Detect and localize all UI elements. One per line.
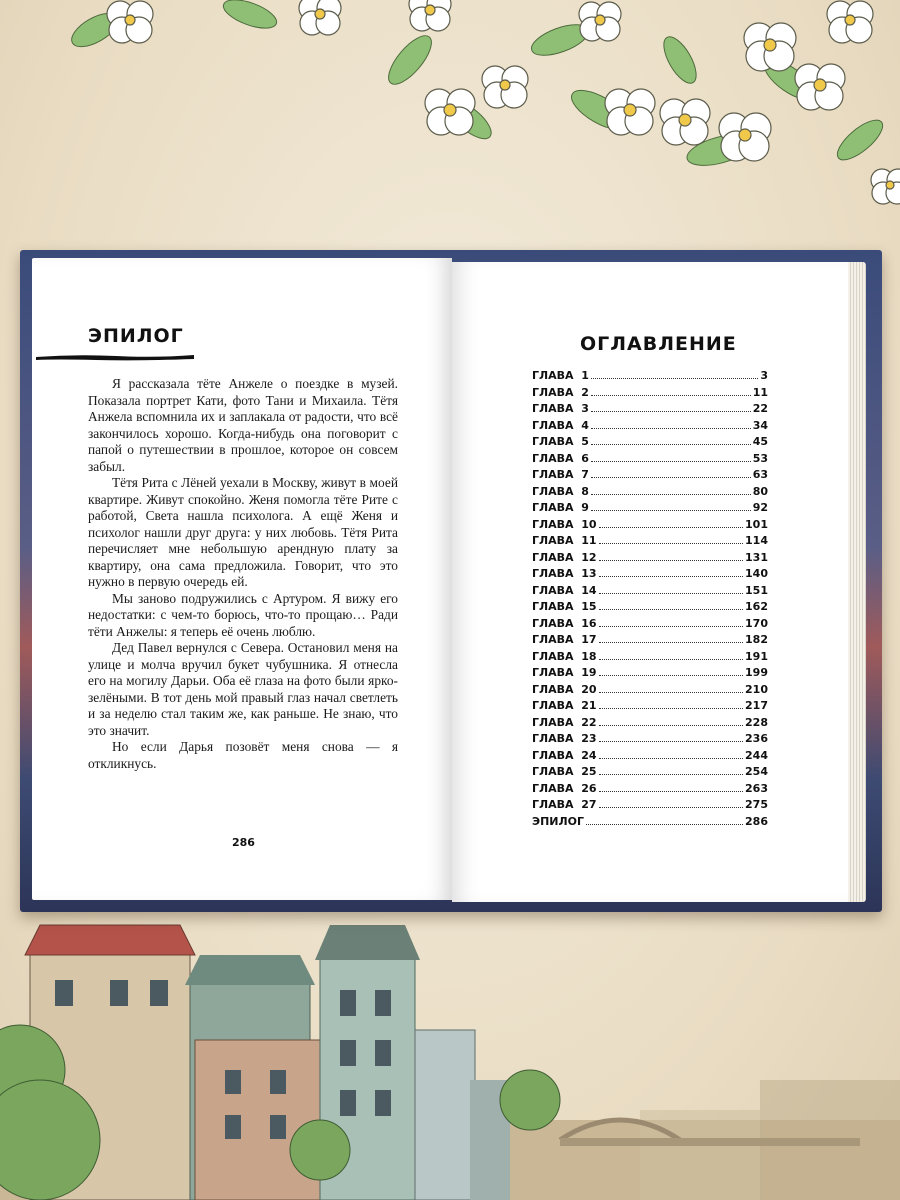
toc-entry-label: ГЛАВА 20 (532, 682, 597, 696)
toc-entry-label: ГЛАВА 12 (532, 550, 597, 564)
toc-entry-page: 63 (752, 468, 768, 481)
toc-entry-label: ГЛАВА 7 (532, 468, 589, 481)
toc-dot-leader (599, 543, 744, 544)
toc-dot-leader (591, 477, 751, 478)
jasmine-flowers-decoration (0, 0, 900, 210)
toc-entry-page: 22 (752, 402, 768, 415)
toc-dot-leader (599, 609, 744, 610)
toc-dot-leader (599, 527, 744, 528)
toc-entry (532, 567, 768, 584)
toc-entry-label: ГЛАВА 14 (532, 583, 597, 597)
toc-entry-page: 199 (745, 666, 768, 679)
toc-entry (532, 518, 768, 535)
toc-entry (532, 798, 768, 815)
toc-entry-page: 217 (745, 699, 768, 712)
toc-entry-page: 140 (745, 567, 768, 580)
toc-entry (532, 617, 768, 634)
toc-entry (532, 815, 768, 832)
toc-dot-leader (599, 708, 744, 709)
toc-dot-leader (599, 758, 744, 759)
toc-dot-leader (599, 626, 744, 627)
toc-entry-label: ГЛАВА 17 (532, 633, 597, 646)
toc-dot-leader (599, 692, 744, 693)
toc-entry-page: 182 (745, 633, 768, 646)
paragraph: Тётя Рита с Лёней уехали в Москву, живут в моей квартире. Живут спокойно. Женя помогла тёте Рите с работой, Света нашла психолога. А ещё Женя и психолог нашли друг друга: у них любовь. Тётя Рита перечисляет мне небольшую арендную плату за квартиру, она сама предложила. Говорит, что это нужно в первую очередь ей. (88, 475, 398, 589)
toc-entry-page: 263 (745, 781, 768, 795)
toc-entry-page: 236 (745, 732, 768, 745)
toc-entry-page: 151 (745, 583, 768, 597)
toc-entry-label: ГЛАВА 3 (532, 402, 589, 415)
toc-entry-page: 191 (745, 649, 768, 663)
toc-dot-leader (599, 774, 744, 775)
toc-entry-label: ГЛАВА 16 (532, 616, 597, 630)
epilog-text (88, 376, 398, 772)
toc-entry (532, 402, 768, 419)
table-of-contents (532, 369, 768, 831)
toc-dot-leader (599, 593, 744, 594)
toc-entry-label: ЭПИЛОГ (532, 814, 584, 828)
toc-entry (532, 534, 768, 551)
toc-entry-page: 170 (745, 616, 768, 630)
toc-entry (532, 501, 768, 518)
toc-entry (532, 468, 768, 485)
toc-entry-page: 53 (752, 451, 768, 465)
toc-entry-label: ГЛАВА 1 (532, 369, 589, 382)
toc-entry (532, 435, 768, 452)
toc-entry (532, 584, 768, 601)
toc-entry-label: ГЛАВА 4 (532, 418, 589, 432)
toc-entry (532, 485, 768, 502)
toc-entry-page: 80 (752, 484, 768, 498)
toc-entry (532, 419, 768, 436)
toc-entry (532, 551, 768, 568)
toc-entry-label: ГЛАВА 22 (532, 715, 597, 729)
toc-entry-page: 114 (745, 534, 768, 547)
toc-dot-leader (591, 494, 751, 495)
toc-entry (532, 765, 768, 782)
toc-dot-leader (591, 395, 751, 396)
toc-entry-page: 162 (745, 600, 768, 613)
paragraph: Но если Дарья позовёт меня снова — я откликнусь. (88, 739, 398, 771)
toc-dot-leader (599, 560, 744, 561)
town-illustration (0, 880, 900, 1200)
toc-entry (532, 699, 768, 716)
toc-entry-page: 3 (760, 369, 768, 382)
toc-entry (532, 732, 768, 749)
toc-entry-page: 92 (752, 501, 768, 514)
paragraph: Я рассказала тёте Анжеле о поездке в музей. Показала портрет Кати, фото Тани и Михаила. Тётя Анжела вспомнила их и заплакала от радости, что всё закончилось хорошо. Когда-нибудь она поговорит с папой о путешествии в прошлое, которое он совсем забыл. (88, 376, 398, 474)
toc-entry (532, 666, 768, 683)
toc-entry-page: 244 (745, 748, 768, 762)
toc-entry-label: ГЛАВА 27 (532, 798, 597, 811)
toc-entry-label: ГЛАВА 6 (532, 451, 589, 465)
epilog-heading: ЭПИЛОГ (88, 325, 184, 347)
toc-entry-label: ГЛАВА 10 (532, 517, 597, 531)
toc-entry-page: 254 (745, 765, 768, 778)
toc-entry (532, 600, 768, 617)
toc-dot-leader (586, 824, 743, 825)
toc-dot-leader (599, 725, 744, 726)
toc-entry (532, 683, 768, 700)
toc-entry-page: 210 (745, 682, 768, 696)
toc-dot-leader (591, 428, 751, 429)
toc-dot-leader (599, 642, 744, 643)
toc-entry (532, 782, 768, 799)
toc-dot-leader (599, 576, 744, 577)
toc-entry-page: 275 (745, 798, 768, 811)
toc-dot-leader (591, 444, 751, 445)
toc-dot-leader (599, 791, 744, 792)
heading-brush-underline (36, 352, 194, 362)
toc-entry-label: ГЛАВА 21 (532, 699, 597, 712)
toc-entry-label: ГЛАВА 8 (532, 484, 589, 498)
toc-heading: ОГЛАВЛЕНИЕ (580, 333, 737, 355)
toc-entry-page: 11 (752, 385, 768, 399)
toc-dot-leader (591, 461, 751, 462)
toc-dot-leader (599, 659, 744, 660)
toc-entry-label: ГЛАВА 9 (532, 501, 589, 514)
toc-dot-leader (591, 411, 751, 412)
toc-dot-leader (599, 741, 744, 742)
toc-entry-label: ГЛАВА 24 (532, 748, 597, 762)
toc-entry-page: 101 (745, 517, 768, 531)
toc-entry-page: 45 (752, 435, 768, 448)
toc-entry-label: ГЛАВА 26 (532, 781, 597, 795)
toc-entry-label: ГЛАВА 23 (532, 732, 597, 745)
toc-entry (532, 650, 768, 667)
toc-entry (532, 386, 768, 403)
toc-entry (532, 369, 768, 386)
toc-entry-label: ГЛАВА 11 (532, 534, 597, 547)
toc-entry-label: ГЛАВА 2 (532, 385, 589, 399)
page-edges (848, 262, 866, 902)
toc-dot-leader (599, 675, 744, 676)
toc-entry (532, 716, 768, 733)
toc-entry (532, 633, 768, 650)
page-number: 286 (232, 836, 255, 849)
toc-entry (532, 749, 768, 766)
toc-entry-page: 34 (752, 418, 768, 432)
toc-dot-leader (599, 807, 744, 808)
paragraph: Дед Павел вернулся с Севера. Остановил меня на улице и молча вручил букет чубушника. Я отнесла его на могилу Дарьи. Оба её глаза на фото были ярко-зелёными. В тот день мой правый глаз начал светлеть и за неделю стал таким же, как раньше. Не знаю, что это значит. (88, 640, 398, 738)
toc-dot-leader (591, 378, 758, 379)
toc-dot-leader (591, 510, 751, 511)
toc-entry-page: 286 (745, 814, 768, 828)
toc-entry-label: ГЛАВА 19 (532, 666, 597, 679)
paragraph: Мы заново подружились с Артуром. Я вижу его недостатки: с чем-то борюсь, что-то прощаю… Ради тёти Анжелы: я теперь её очень люблю. (88, 590, 398, 639)
toc-entry-page: 131 (745, 550, 768, 564)
toc-entry-label: ГЛАВА 25 (532, 765, 597, 778)
toc-entry-label: ГЛАВА 15 (532, 600, 597, 613)
toc-entry-label: ГЛАВА 5 (532, 435, 589, 448)
toc-entry-page: 228 (745, 715, 768, 729)
toc-entry-label: ГЛАВА 18 (532, 649, 597, 663)
toc-entry-label: ГЛАВА 13 (532, 567, 597, 580)
toc-entry (532, 452, 768, 469)
